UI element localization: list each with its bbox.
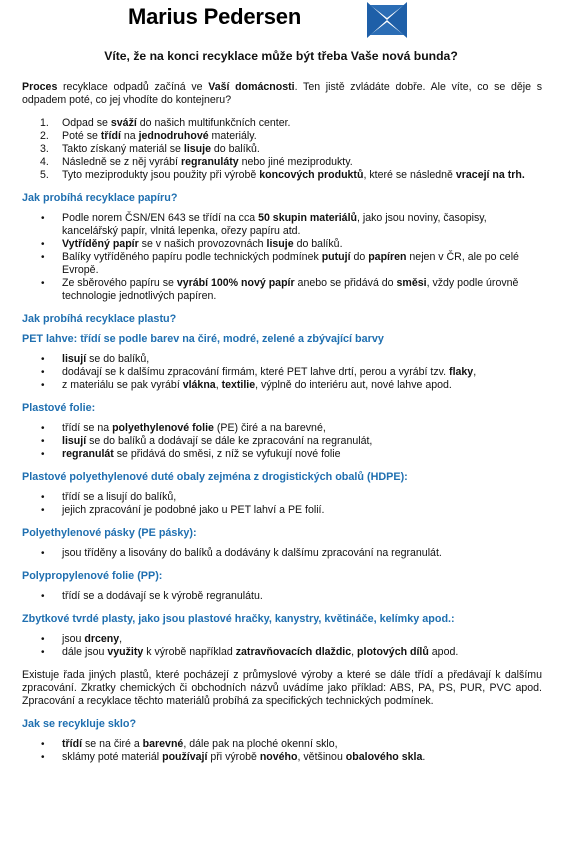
list-item [22,366,542,379]
sections-container [22,192,542,764]
text-run: , [351,646,358,658]
step-item [22,156,542,169]
bold-text: drceny [84,633,120,645]
document-body [22,81,542,774]
text-run: se přidává do směsi, z níž se vyfukují nové folie [113,448,341,460]
list-item [22,435,542,448]
list-item [22,251,542,277]
text-run: jejich zpracování je podobné jako u PET lahví a PE folií. [62,504,325,516]
bold-text: obalového skla [345,751,423,763]
bold-text: flaky [449,366,474,378]
list-item [22,633,542,646]
bullet-icon: • [41,492,45,503]
step-item [22,117,542,130]
text-run: nebo jiné meziprodukty. [238,156,353,168]
list-item [22,353,542,366]
list-item [22,238,542,251]
bullet-list [22,491,542,517]
bold-text: vracejí na trh. [455,169,525,181]
bold-text: vlákna [182,379,216,391]
text-run: Existuje řada jiných plastů, které pocházejí z průmyslové výroby a které se dále třídí a předávají k dalšímu zpracování. Zkratky chemických či obchodních názvů uvádíme jako příklad: ABS, PA, PS, PUR, PVC apod. Zpracování a recyklace těchto materiálů probíhá za specifických technických podmínek. [22,669,542,707]
bullet-icon: • [41,380,45,391]
brand-name: Marius Pedersen [128,4,302,29]
bullet-icon: • [41,449,45,460]
list-item [22,751,542,764]
bold-text: zatravňovacích dlaždic [235,646,352,658]
text-run: Tyto meziprodukty jsou použity při výrobě [62,169,260,181]
section-heading: Jak probíhá recyklace papíru? [22,192,178,204]
text-run: Odpad se [62,117,111,129]
bullet-list [22,633,542,659]
intro-paragraph [22,81,542,107]
section-heading: Jak se recykluje sklo? [22,718,137,730]
section-heading: Jak probíhá recyklace plastu? [22,313,177,325]
list-item [22,646,542,659]
text-run: , [473,366,477,378]
text-run: Poté se [62,130,101,142]
step-number: 4. [40,156,49,168]
bullet-icon: • [41,752,45,763]
bold-text: koncových produktů [259,169,364,181]
section-heading: Zbytkové tvrdé plasty, jako jsou plastové hračky, kanystry, květináče, kelímky apod.: [22,613,455,625]
list-item [22,738,542,751]
process-steps-list [22,117,542,182]
bold-text: plotových dílů [357,646,429,658]
company-logo-icon [367,2,407,38]
bold-text: nového [259,751,298,763]
text-run: , dále pak na ploché okenní sklo, [183,738,338,750]
text-run: , většinou [297,751,346,763]
text-run: Podle norem ČSN/EN 643 se třídí na cca [62,212,259,224]
text-run: , výplně do interiéru aut, nové lahve apod. [255,379,452,391]
text-run: při výrobě [207,751,260,763]
section-paragraph [22,669,542,708]
step-item [22,169,542,182]
bullet-list [22,422,542,461]
bold-text: regranuláty [180,156,239,168]
text-run: k výrobě například [143,646,236,658]
text-run: , jako jsou noviny, časopisy, kancelářský papír, vlnitá lepenka, ořezy papíru atd. [62,212,487,237]
list-item [22,504,542,517]
section-heading: Plastové folie: [22,402,96,414]
bold-text: lisuje [183,143,211,155]
text-run: . [422,751,426,763]
bullet-icon: • [41,634,45,645]
bullet-icon: • [41,505,45,516]
bold-text: putují [321,251,351,263]
text-run: anebo se přidává do [294,277,397,289]
section-heading: Plastové polyethylenové duté obaly zejména z drogistických obalů (HDPE): [22,471,408,483]
step-number: 2. [40,130,49,142]
text-run: jsou tříděny a lisovány do balíků a dodávány k dalšímu zpracování na regranulát. [62,547,442,559]
text-run: třídí se a dodávají se k výrobě regranulátu. [62,590,263,602]
text-run: třídí se na [62,422,113,434]
bullet-icon: • [41,354,45,365]
text-run: , vždy podle úrovně technologie jednotlivých papíren. [62,277,519,302]
bullet-icon: • [41,278,45,289]
bold-text: Vytříděný papír [62,238,139,250]
text-run: , které se následně [363,169,456,181]
bullet-icon: • [41,739,45,750]
bold-text: vyrábí 100% nový papír [176,277,295,289]
bullet-list [22,590,542,603]
list-item [22,277,542,303]
text-run: recyklace odpadů začíná ve [57,81,209,93]
step-number: 3. [40,143,49,155]
bold-text: lisují [62,435,87,447]
text-run: se na čiré a [82,738,143,750]
text-run: nejen v ČR, ale po celé Evropě. [62,251,519,276]
bullet-icon: • [41,647,45,658]
text-run: se do balíků, [86,353,150,365]
step-number: 5. [40,169,49,181]
list-item [22,422,542,435]
bold-text: Proces [22,81,58,93]
text-run: Ze sběrového papíru se [62,277,177,289]
text-run: Balíky vytříděného papíru podle technických podmínek [62,251,322,263]
text-run: , [215,379,222,391]
bullet-icon: • [41,591,45,602]
bullet-icon: • [41,213,45,224]
text-run: , [119,633,123,645]
bullet-icon: • [41,252,45,263]
section-heading: Polypropylenové folie (PP): [22,570,163,582]
text-run: (PE) čiré a na barevné, [213,422,326,434]
bullet-list [22,738,542,764]
page-header [0,0,562,40]
bold-text: barevné [142,738,184,750]
bold-text: třídí [62,738,83,750]
bold-text: papíren [368,251,407,263]
list-item [22,448,542,461]
text-run: sklámy poté materiál [62,751,163,763]
bold-text: regranulát [62,448,114,460]
bold-text: polyethylenové folie [112,422,214,434]
list-item [22,212,542,238]
section-heading: PET lahve: třídí se podle barev na čiré, modré, zelené a zbývající barvy [22,333,384,345]
bullet-icon: • [41,239,45,250]
text-run: do balíků. [293,238,343,250]
page-title: Víte, že na konci recyklace může být třeba Vaše nová bunda? [104,49,458,63]
bold-text: směsi [396,277,427,289]
bold-text: používají [162,751,208,763]
step-number: 1. [40,117,49,129]
text-run: apod. [428,646,459,658]
list-item [22,547,542,560]
bold-text: sváží [110,117,137,129]
step-item [22,143,542,156]
bullet-icon: • [41,548,45,559]
bullet-icon: • [41,367,45,378]
text-run: do balíků. [210,143,260,155]
list-item [22,590,542,603]
bullet-list [22,212,542,303]
text-run: . Ten jistě zvládáte dobře. Ale víte, co se děje s odpadem poté, co jej vhodíte do kontejneru? [22,81,543,106]
text-run: třídí se a lisují do balíků, [62,491,177,503]
text-run: z materiálu se pak vyrábí [62,379,183,391]
bold-text: lisují [62,353,87,365]
bullet-icon: • [41,436,45,447]
list-item [22,379,542,392]
text-run: do našich multifunkčních center. [136,117,291,129]
bullet-list [22,547,542,560]
text-run: dále jsou [62,646,108,658]
bold-text: textilie [221,379,256,391]
text-run: materiály. [208,130,257,142]
text-run: jsou [62,633,85,645]
bullet-icon: • [41,423,45,434]
bold-text: třídí [100,130,121,142]
text-run: Takto získaný materiál se [62,143,184,155]
bold-text: 50 skupin materiálů [258,212,357,224]
text-run: dodávají se k dalšímu zpracování firmám, které PET lahve drtí, perou a vyrábí tzv. [62,366,450,378]
text-run: Následně se z něj vyrábí [62,156,181,168]
bold-text: jednodruhové [138,130,209,142]
bold-text: využity [107,646,144,658]
section-heading: Polyethylenové pásky (PE pásky): [22,527,197,539]
text-run: na [120,130,139,142]
bold-text: lisuje [266,238,294,250]
list-item [22,491,542,504]
text-run: do [350,251,369,263]
bullet-list [22,353,542,392]
text-run: se do balíků a dodávají se dále ke zpracování na regranulát, [86,435,373,447]
text-run: se v našich provozovnách [138,238,267,250]
step-item [22,130,542,143]
bold-text: Vaší domácnosti [208,81,295,93]
